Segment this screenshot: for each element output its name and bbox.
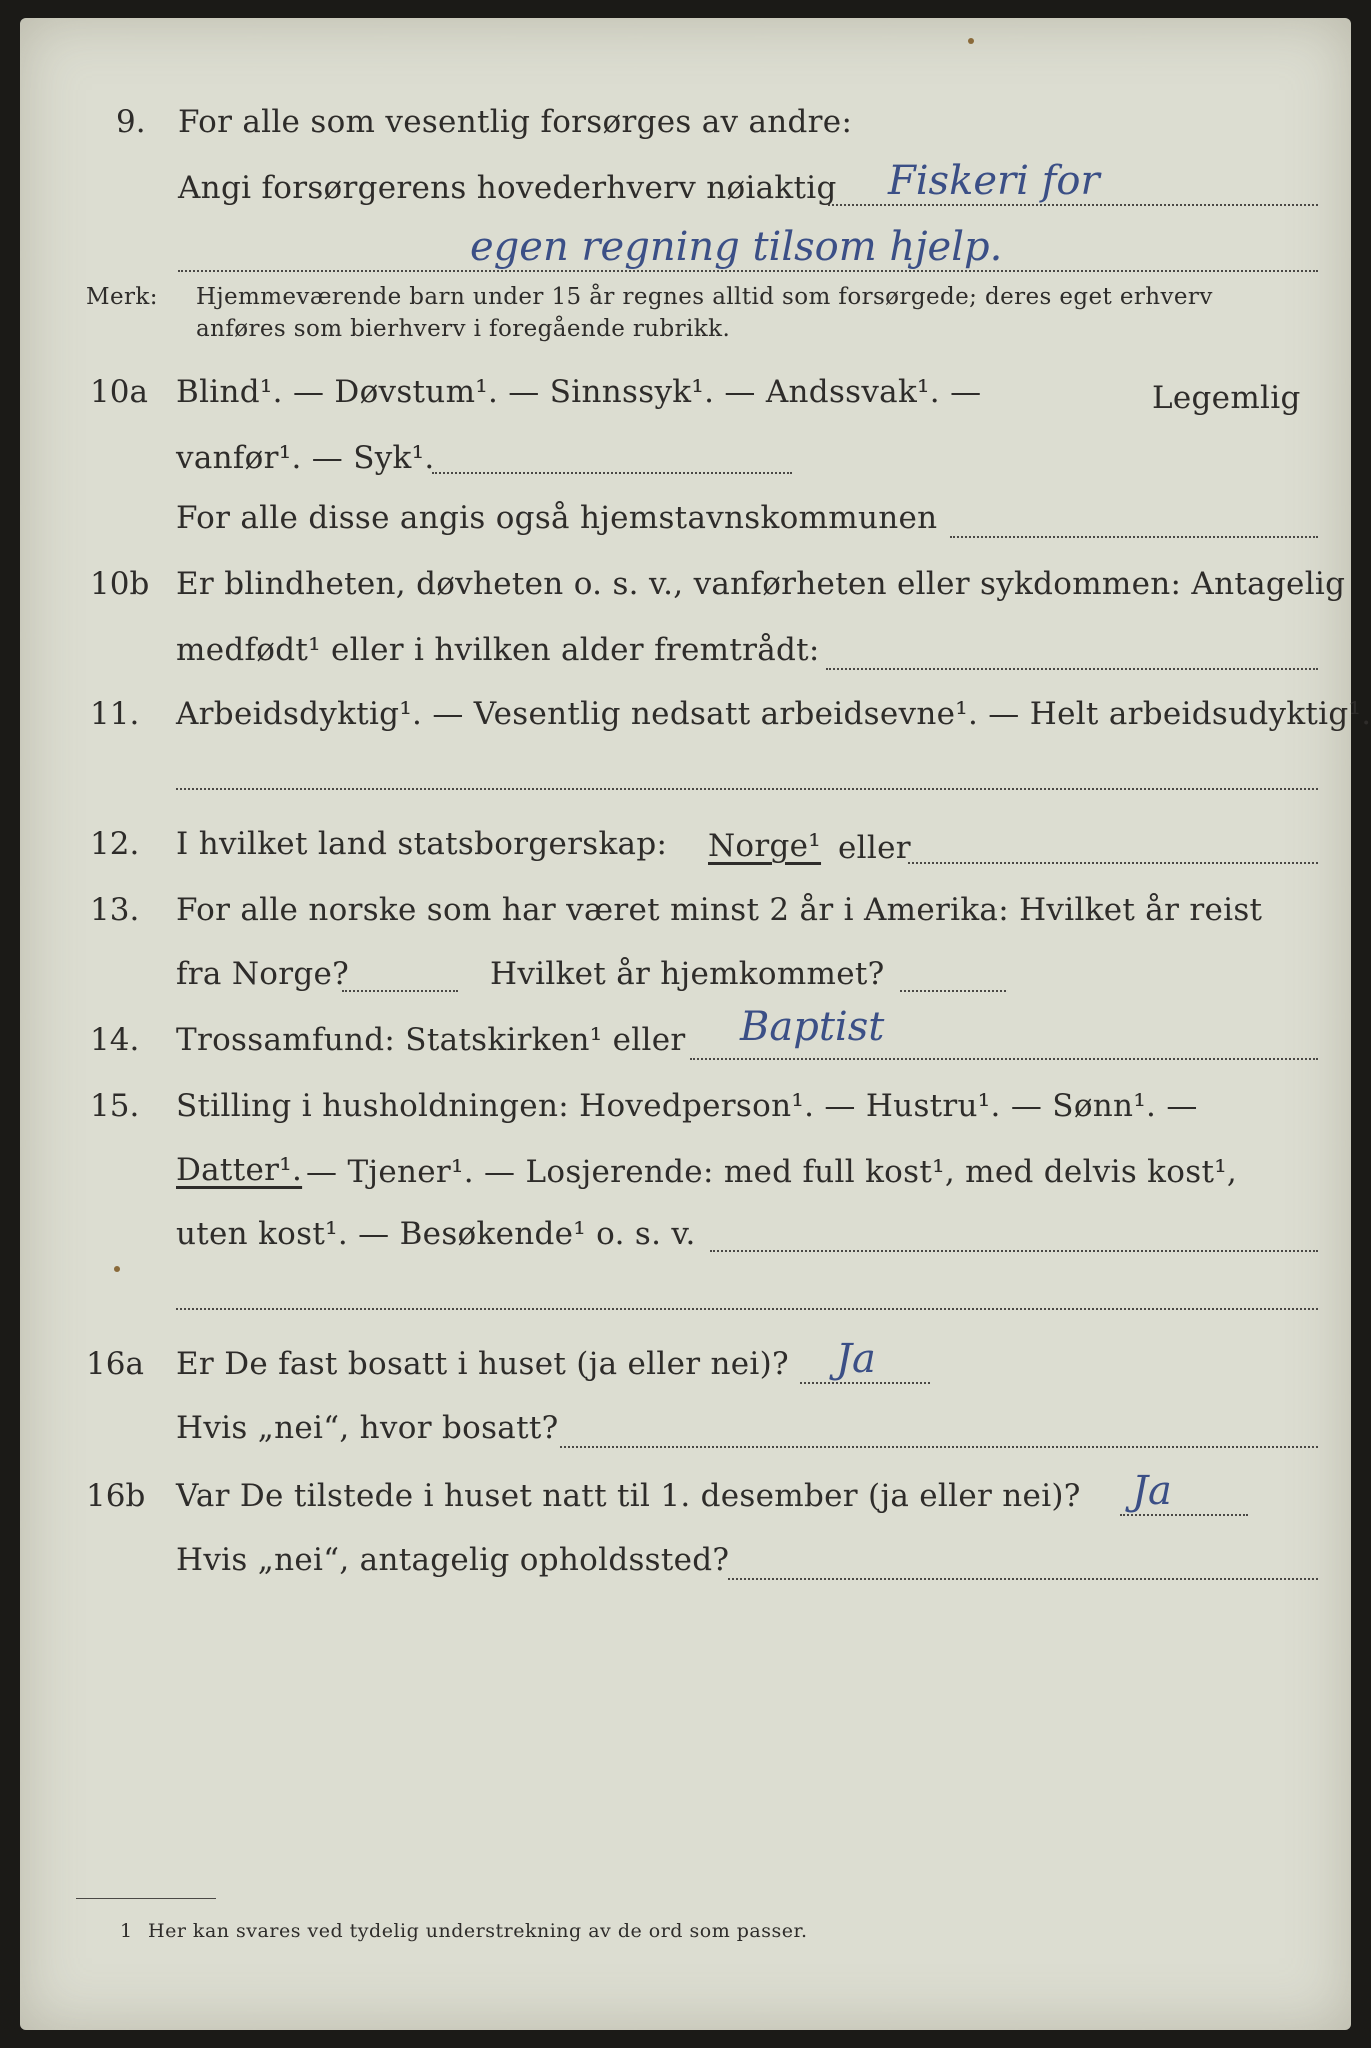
q11-line1: Arbeidsdyktig¹. — Vesentlig nedsatt arbeidsevne¹. — Helt arbeidsudyktig¹. (176, 696, 1371, 732)
q13-line2a: fra Norge? (176, 956, 350, 992)
q9-answer-line1 (828, 204, 1318, 206)
item-number-12: 12. (90, 826, 140, 862)
q10b-answer-line (826, 668, 1318, 670)
q12-suffix: eller (838, 830, 911, 866)
q10a-line2: vanfør¹. — Syk¹. (176, 440, 435, 476)
q13-hjemkommet-line (900, 990, 1006, 992)
q16a-handwritten-answer: Ja (836, 1336, 876, 1382)
q12-answer-line (908, 862, 1318, 864)
q13-line1: For alle norske som har været minst 2 år i Amerika: Hvilket år reist (176, 892, 1263, 928)
item-number-10a: 10a (90, 374, 148, 410)
footnote-mark: 1 (120, 1920, 133, 1942)
footnote-rule (76, 1898, 216, 1899)
q14-handwritten-answer: Baptist (740, 1004, 885, 1050)
item-number-13: 13. (90, 892, 140, 928)
merk-line1: Hjemmeværende barn under 15 år regnes alltid som forsørgede; deres eget erhverv (196, 284, 1213, 310)
q15-datter-underlined: Datter¹. (176, 1152, 303, 1188)
item-number-15: 15. (90, 1088, 140, 1124)
item-number-16b: 16b (86, 1478, 146, 1514)
q13-reist-line (342, 990, 458, 992)
q10a-syk-line (432, 472, 792, 474)
merk-label: Merk: (86, 284, 158, 310)
paper-speck (114, 1266, 120, 1272)
q15-answer-line-2 (176, 1308, 1318, 1310)
q10a-line1-end: Legemlig (1152, 380, 1301, 416)
q9-handwritten-answer-2: egen regning tilsom hjelp. (470, 224, 1003, 270)
item-number-10b: 10b (90, 566, 150, 602)
q10b-line1: Er blindheten, døvheten o. s. v., vanførheten eller sykdommen: Antagelig (176, 566, 1346, 602)
item-number-11: 11. (90, 696, 140, 732)
item-number-14: 14. (90, 1022, 140, 1058)
q16b-line2: Hvis „nei“, antagelig opholdssted? (176, 1542, 730, 1578)
q9-handwritten-answer-1: Fiskeri for (888, 158, 1100, 204)
q16a-line2: Hvis „nei“, hvor bosatt? (176, 1410, 559, 1446)
q12-prefix: I hvilket land statsborgerskap: (176, 826, 668, 862)
q10a-line1: Blind¹. — Døvstum¹. — Sinnssyk¹. — Andssvak¹. — (176, 374, 982, 410)
q15-line3: uten kost¹. — Besøkende¹ o. s. v. (176, 1216, 696, 1252)
q16b-handwritten-answer: Ja (1132, 1468, 1172, 1514)
q12-norge-underlined: Norge¹ (708, 828, 822, 864)
q14-answer-line (690, 1058, 1318, 1060)
q9-answer-line2 (178, 270, 1318, 272)
q10a-kommune-line (950, 536, 1318, 538)
q9-line2: Angi forsørgerens hovederhverv nøiaktig (178, 170, 837, 206)
merk-line2: anføres som bierhverv i foregående rubrikk. (196, 316, 731, 342)
q15-line1: Stilling i husholdningen: Hovedperson¹. — Hustru¹. — Sønn¹. — (176, 1088, 1198, 1124)
q10a-line3: For alle disse angis også hjemstavnskommunen (176, 500, 938, 536)
q9-line1: For alle som vesentlig forsørges av andre: (178, 104, 853, 140)
q13-line2b: Hvilket år hjemkommet? (490, 956, 885, 992)
census-form-page (20, 18, 1371, 2030)
q10b-line2: medfødt¹ eller i hvilken alder fremtrådt: (176, 632, 820, 668)
q16a-line1: Er De fast bosatt i huset (ja eller nei)? (176, 1346, 789, 1382)
q15-answer-line (710, 1250, 1318, 1252)
q11-answer-line (176, 788, 1318, 790)
q16b-opholdssted-line (728, 1578, 1318, 1580)
item-number-9: 9. (116, 104, 146, 140)
q14-line1: Trossamfund: Statskirken¹ eller (176, 1022, 686, 1058)
paper-speck (968, 38, 974, 44)
q16a-answer-line (800, 1382, 930, 1384)
q16b-line1: Var De tilstede i huset natt til 1. desember (ja eller nei)? (176, 1478, 1081, 1514)
q16a-bosatt-line (560, 1446, 1318, 1448)
footnote-text: Her kan svares ved tydelig understrekning av de ord som passer. (148, 1920, 808, 1942)
item-number-16a: 16a (86, 1346, 144, 1382)
q15-line2: — Tjener¹. — Losjerende: med full kost¹, med delvis kost¹, (306, 1154, 1238, 1190)
q16b-answer-line (1120, 1514, 1248, 1516)
